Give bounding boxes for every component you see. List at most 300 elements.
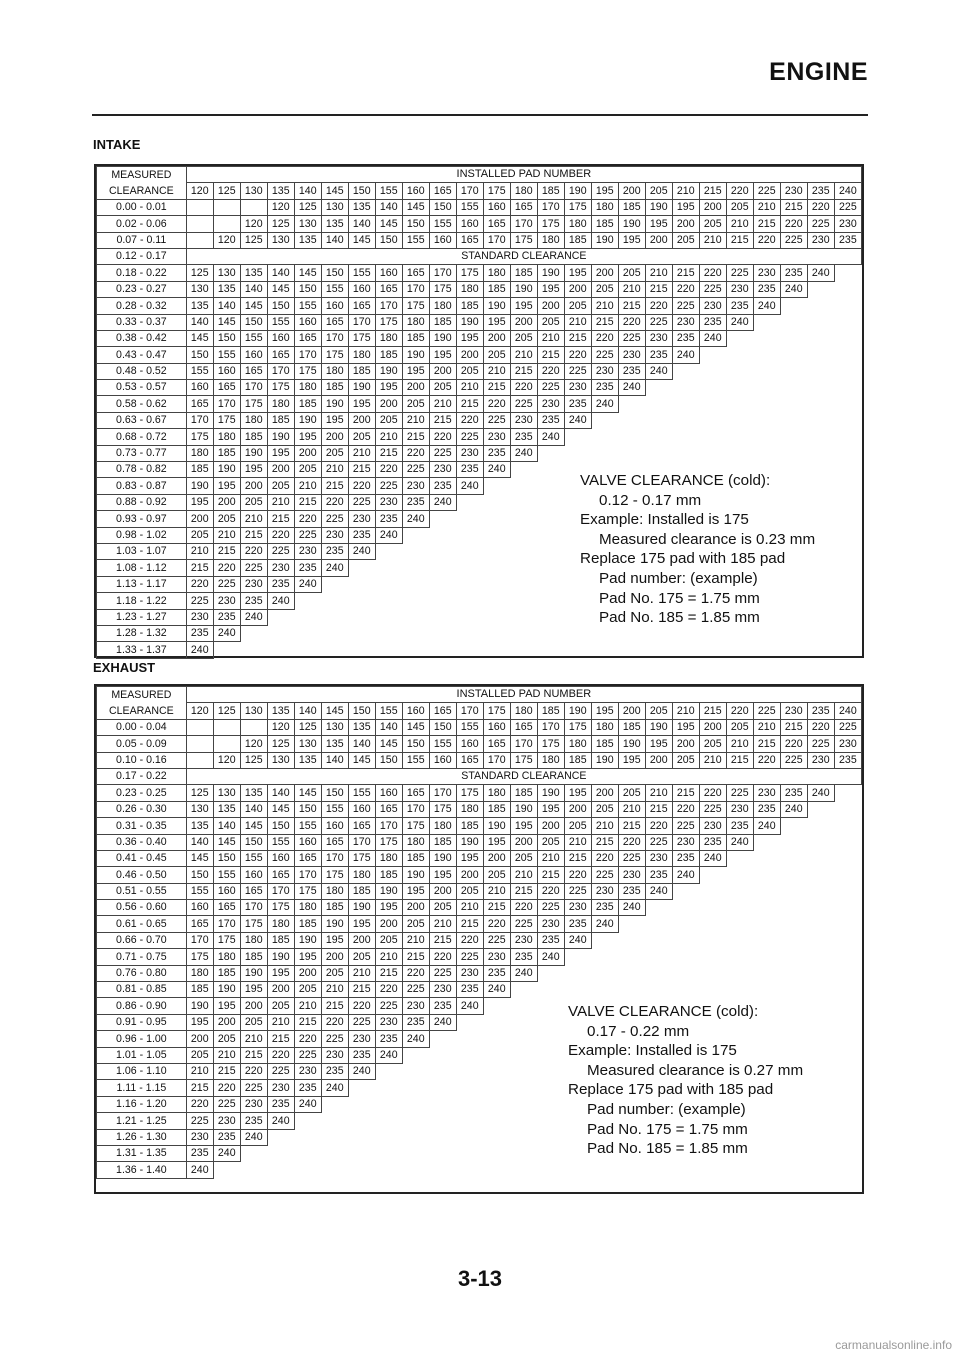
replacement-pad-cell: 185 [564,752,591,768]
pad-number-header: 225 [753,703,780,719]
replacement-pad-cell: 145 [213,834,240,850]
pad-number-header: 155 [375,183,402,199]
replacement-pad-cell: 225 [618,330,645,346]
empty-cell [726,949,753,965]
replacement-pad-cell: 225 [672,298,699,314]
empty-cell [780,642,807,658]
replacement-pad-cell: 205 [240,1014,267,1030]
pad-number-header: 120 [186,703,213,719]
pad-number-header: 135 [267,183,294,199]
empty-cell [429,593,456,609]
measured-clearance-cell: 1.06 - 1.10 [97,1063,187,1079]
empty-cell [375,1113,402,1129]
empty-cell [483,1047,510,1063]
empty-cell [780,949,807,965]
replacement-pad-cell: 240 [726,314,753,330]
empty-cell [618,429,645,445]
replacement-pad-cell: 210 [591,818,618,834]
replacement-pad-cell: 235 [672,850,699,866]
empty-cell [753,900,780,916]
replacement-pad-cell: 140 [186,834,213,850]
replacement-pad-cell: 200 [321,429,348,445]
replacement-pad-cell: 190 [375,883,402,899]
replacement-pad-cell: 235 [780,265,807,281]
replacement-pad-cell: 220 [645,818,672,834]
empty-cell [780,380,807,396]
replacement-pad-cell: 190 [618,736,645,752]
replacement-pad-cell: 120 [213,232,240,248]
replacement-pad-cell: 235 [834,232,861,248]
replacement-pad-cell: 160 [240,867,267,883]
replacement-pad-cell: 180 [483,265,510,281]
empty-cell [456,1014,483,1030]
replacement-pad-cell: 235 [699,834,726,850]
replacement-pad-cell: 215 [780,719,807,735]
replacement-pad-cell: 175 [375,834,402,850]
replacement-pad-cell: 170 [510,736,537,752]
replacement-pad-cell: 225 [402,982,429,998]
replacement-pad-cell: 205 [591,801,618,817]
table-row [97,982,862,998]
replacement-pad-cell: 205 [483,867,510,883]
replacement-pad-cell: 225 [699,281,726,297]
replacement-pad-cell: 220 [537,363,564,379]
replacement-pad-cell: 150 [429,719,456,735]
replacement-pad-cell: 160 [321,298,348,314]
empty-cell [537,494,564,510]
empty-cell [780,883,807,899]
pad-number-header: 220 [726,183,753,199]
replacement-pad-cell: 155 [429,736,456,752]
replacement-pad-cell: 150 [402,216,429,232]
replacement-pad-cell: 210 [645,785,672,801]
replacement-pad-cell: 235 [456,982,483,998]
replacement-pad-cell: 145 [186,850,213,866]
replacement-pad-cell: 210 [186,543,213,559]
replacement-pad-cell: 135 [240,265,267,281]
measured-clearance-cell: 0.88 - 0.92 [97,494,187,510]
replacement-pad-cell: 180 [294,900,321,916]
empty-cell [807,445,834,461]
replacement-pad-cell: 195 [294,949,321,965]
replacement-pad-cell: 170 [483,752,510,768]
replacement-pad-cell: 220 [537,883,564,899]
replacement-pad-cell: 220 [753,232,780,248]
empty-cell [699,949,726,965]
table-row [97,298,862,314]
replacement-pad-cell: 195 [186,494,213,510]
replacement-pad-cell: 200 [510,834,537,850]
replacement-pad-cell: 150 [267,298,294,314]
replacement-pad-cell: 180 [186,965,213,981]
replacement-pad-cell: 195 [429,347,456,363]
measured-clearance-cell: 0.66 - 0.70 [97,932,187,948]
replacement-pad-cell: 160 [294,834,321,850]
replacement-pad-cell: 130 [267,752,294,768]
empty-cell [537,1129,564,1145]
replacement-pad-cell: 170 [294,867,321,883]
replacement-pad-cell: 240 [267,593,294,609]
empty-cell [213,216,240,232]
empty-cell [537,478,564,494]
replacement-pad-cell: 205 [429,380,456,396]
empty-cell [537,625,564,641]
empty-cell [510,527,537,543]
replacement-pad-cell: 195 [645,216,672,232]
empty-cell [321,625,348,641]
empty-cell [807,1145,834,1161]
replacement-pad-cell: 215 [267,511,294,527]
empty-cell [645,429,672,445]
replacement-pad-cell: 175 [510,752,537,768]
replacement-pad-cell: 150 [321,265,348,281]
empty-cell [456,1129,483,1145]
replacement-pad-cell: 205 [564,298,591,314]
empty-cell [699,883,726,899]
replacement-pad-cell: 165 [510,199,537,215]
replacement-pad-cell: 235 [510,429,537,445]
replacement-pad-cell: 170 [348,314,375,330]
empty-cell [510,982,537,998]
installed-pad-number-header: INSTALLED PAD NUMBER [186,687,861,703]
empty-cell [375,1162,402,1178]
empty-cell [807,330,834,346]
replacement-pad-cell: 180 [564,736,591,752]
replacement-pad-cell: 170 [375,298,402,314]
replacement-pad-cell: 190 [483,818,510,834]
replacement-pad-cell: 190 [402,347,429,363]
empty-cell [618,965,645,981]
replacement-pad-cell: 240 [753,818,780,834]
replacement-pad-cell: 235 [294,560,321,576]
replacement-pad-cell: 125 [267,216,294,232]
intake-panel [94,164,864,658]
replacement-pad-cell: 140 [240,801,267,817]
pad-number-header: 230 [780,183,807,199]
replacement-pad-cell: 215 [375,965,402,981]
replacement-pad-cell: 120 [240,216,267,232]
replacement-pad-cell: 200 [375,396,402,412]
replacement-pad-cell: 170 [348,834,375,850]
replacement-pad-cell: 230 [726,801,753,817]
empty-cell [645,965,672,981]
replacement-pad-cell: 185 [186,982,213,998]
empty-cell [834,949,861,965]
replacement-pad-cell: 220 [294,1031,321,1047]
empty-cell [834,982,861,998]
replacement-pad-cell: 145 [294,785,321,801]
replacement-pad-cell: 130 [213,265,240,281]
measured-clearance-cell: 0.18 - 0.22 [97,265,187,281]
replacement-pad-cell: 225 [294,527,321,543]
replacement-pad-cell: 205 [294,462,321,478]
empty-cell [726,429,753,445]
replacement-pad-cell: 240 [267,1113,294,1129]
replacement-pad-cell: 205 [510,850,537,866]
empty-cell [510,609,537,625]
replacement-pad-cell: 225 [267,543,294,559]
empty-cell [726,965,753,981]
pad-number-header: 120 [186,183,213,199]
empty-cell [726,900,753,916]
replacement-pad-cell: 225 [348,1014,375,1030]
replacement-pad-cell: 180 [267,396,294,412]
replacement-pad-cell: 240 [294,1096,321,1112]
replacement-pad-cell: 145 [348,752,375,768]
empty-cell [672,982,699,998]
replacement-pad-cell: 135 [240,785,267,801]
replacement-pad-cell: 205 [618,785,645,801]
replacement-pad-cell: 235 [726,298,753,314]
replacement-pad-cell: 230 [564,380,591,396]
empty-cell [267,609,294,625]
replacement-pad-cell: 205 [456,883,483,899]
replacement-pad-cell: 235 [780,785,807,801]
empty-cell [402,1096,429,1112]
empty-cell [402,1080,429,1096]
replacement-pad-cell: 205 [213,1031,240,1047]
replacement-pad-cell: 205 [726,719,753,735]
empty-cell [834,850,861,866]
replacement-pad-cell: 185 [267,412,294,428]
replacement-pad-cell: 185 [240,429,267,445]
replacement-pad-cell: 190 [429,850,456,866]
replacement-pad-cell: 190 [510,281,537,297]
replacement-pad-cell: 180 [564,216,591,232]
empty-cell [726,445,753,461]
empty-cell [699,625,726,641]
empty-cell [807,982,834,998]
replacement-pad-cell: 205 [348,949,375,965]
empty-cell [618,642,645,658]
replacement-pad-cell: 190 [456,834,483,850]
watermark: carmanualsonline.info [835,1338,952,1352]
empty-cell [780,445,807,461]
replacement-pad-cell: 145 [375,216,402,232]
replacement-pad-cell: 200 [510,314,537,330]
replacement-pad-cell: 145 [213,314,240,330]
empty-cell [591,625,618,641]
note-line: Replace 175 pad with 185 pad [580,550,786,568]
empty-cell [645,642,672,658]
empty-cell [807,916,834,932]
replacement-pad-cell: 150 [294,801,321,817]
measured-clearance-cell: 0.58 - 0.62 [97,396,187,412]
empty-cell [537,1080,564,1096]
empty-cell [294,1162,321,1178]
replacement-pad-cell: 180 [429,298,456,314]
replacement-pad-cell: 165 [267,867,294,883]
empty-cell [618,916,645,932]
replacement-pad-cell: 145 [294,265,321,281]
measured-clearance-header [97,167,187,183]
replacement-pad-cell: 165 [348,298,375,314]
empty-cell [807,818,834,834]
replacement-pad-cell: 225 [402,462,429,478]
pad-number-header: 125 [213,183,240,199]
replacement-pad-cell: 130 [186,281,213,297]
empty-cell [240,642,267,658]
replacement-pad-cell: 170 [321,330,348,346]
replacement-pad-cell: 180 [537,232,564,248]
replacement-pad-cell: 225 [780,232,807,248]
replacement-pad-cell: 230 [807,752,834,768]
empty-cell [321,1113,348,1129]
measured-clearance-cell: 0.53 - 0.57 [97,380,187,396]
replacement-pad-cell: 185 [429,834,456,850]
replacement-pad-cell: 200 [402,380,429,396]
empty-cell [780,298,807,314]
empty-cell [537,965,564,981]
empty-cell [672,429,699,445]
replacement-pad-cell: 210 [510,347,537,363]
empty-cell [456,1096,483,1112]
replacement-pad-cell: 225 [780,752,807,768]
replacement-pad-cell: 155 [402,232,429,248]
replacement-pad-cell: 230 [591,883,618,899]
replacement-pad-cell: 195 [402,883,429,899]
empty-cell [726,916,753,932]
replacement-pad-cell: 215 [402,429,429,445]
page-number: 3-13 [457,1266,503,1291]
replacement-pad-cell: 220 [645,298,672,314]
pad-number-row [97,703,862,719]
replacement-pad-cell: 220 [267,527,294,543]
replacement-pad-cell: 175 [537,736,564,752]
replacement-pad-cell: 220 [348,998,375,1014]
empty-cell [753,883,780,899]
empty-cell [672,445,699,461]
replacement-pad-cell: 240 [807,785,834,801]
replacement-pad-cell: 240 [240,609,267,625]
empty-cell [456,593,483,609]
empty-cell [483,593,510,609]
empty-cell [510,1080,537,1096]
empty-cell [483,1080,510,1096]
empty-cell [780,982,807,998]
replacement-pad-cell: 240 [483,982,510,998]
empty-cell [483,1162,510,1178]
empty-cell [348,576,375,592]
replacement-pad-cell: 185 [321,380,348,396]
measured-clearance-cell: 0.76 - 0.80 [97,965,187,981]
replacement-pad-cell: 215 [618,298,645,314]
replacement-pad-cell: 155 [456,199,483,215]
empty-cell [753,412,780,428]
pad-number-header: 210 [672,703,699,719]
replacement-pad-cell: 140 [240,281,267,297]
replacement-pad-cell: 190 [510,801,537,817]
note-line: Measured clearance is 0.27 mm [587,1061,804,1079]
replacement-pad-cell: 195 [483,314,510,330]
table-row [97,949,862,965]
replacement-pad-cell: 225 [429,445,456,461]
replacement-pad-cell: 185 [591,736,618,752]
replacement-pad-cell: 230 [456,965,483,981]
replacement-pad-cell: 180 [402,834,429,850]
intake-section-title: INTAKE [93,137,141,152]
replacement-pad-cell: 195 [267,965,294,981]
empty-cell [537,593,564,609]
replacement-pad-cell: 225 [375,998,402,1014]
replacement-pad-cell: 230 [375,1014,402,1030]
replacement-pad-cell: 235 [483,445,510,461]
measured-clearance-cell: 0.96 - 1.00 [97,1031,187,1047]
empty-cell [537,543,564,559]
empty-cell [537,1063,564,1079]
replacement-pad-cell: 175 [321,867,348,883]
replacement-pad-cell: 220 [510,900,537,916]
empty-cell [834,298,861,314]
empty-cell [510,1162,537,1178]
replacement-pad-cell: 205 [402,916,429,932]
replacement-pad-cell: 120 [267,719,294,735]
replacement-pad-cell: 235 [645,867,672,883]
empty-cell [537,1096,564,1112]
replacement-pad-cell: 180 [267,916,294,932]
replacement-pad-cell: 175 [267,380,294,396]
replacement-pad-cell: 215 [483,900,510,916]
replacement-pad-cell: 240 [537,429,564,445]
empty-cell [510,1047,537,1063]
replacement-pad-cell: 230 [267,1080,294,1096]
empty-cell [780,965,807,981]
empty-cell [807,1162,834,1178]
replacement-pad-cell: 220 [348,478,375,494]
replacement-pad-cell: 130 [321,719,348,735]
replacement-pad-cell: 190 [267,949,294,965]
empty-cell [456,1162,483,1178]
replacement-pad-cell: 215 [213,1063,240,1079]
pad-number-header: 195 [591,183,618,199]
measured-clearance-cell: 1.36 - 1.40 [97,1162,187,1178]
replacement-pad-cell: 150 [294,281,321,297]
replacement-pad-cell: 160 [483,199,510,215]
replacement-pad-cell: 200 [591,265,618,281]
replacement-pad-cell: 235 [753,281,780,297]
replacement-pad-cell: 190 [240,445,267,461]
replacement-pad-cell: 165 [213,900,240,916]
replacement-pad-cell: 170 [402,281,429,297]
replacement-pad-cell: 180 [294,380,321,396]
replacement-pad-cell: 150 [321,785,348,801]
replacement-pad-cell: 170 [213,916,240,932]
replacement-pad-cell: 195 [537,801,564,817]
empty-cell [672,642,699,658]
replacement-pad-cell: 210 [726,216,753,232]
replacement-pad-cell: 240 [591,916,618,932]
empty-cell [456,1145,483,1161]
table-row [97,232,862,248]
replacement-pad-cell: 210 [375,429,402,445]
empty-cell [537,445,564,461]
empty-cell [537,1145,564,1161]
replacement-pad-cell: 175 [402,818,429,834]
replacement-pad-cell: 190 [213,462,240,478]
replacement-pad-cell: 210 [294,998,321,1014]
replacement-pad-cell: 200 [429,883,456,899]
replacement-pad-cell: 185 [510,265,537,281]
replacement-pad-cell: 215 [537,347,564,363]
table-row [97,380,862,396]
replacement-pad-cell: 185 [348,363,375,379]
replacement-pad-cell: 235 [294,1080,321,1096]
pad-number-header: 235 [807,183,834,199]
empty-cell [402,593,429,609]
replacement-pad-cell: 200 [672,216,699,232]
replacement-pad-cell: 210 [591,298,618,314]
replacement-pad-cell: 200 [348,412,375,428]
